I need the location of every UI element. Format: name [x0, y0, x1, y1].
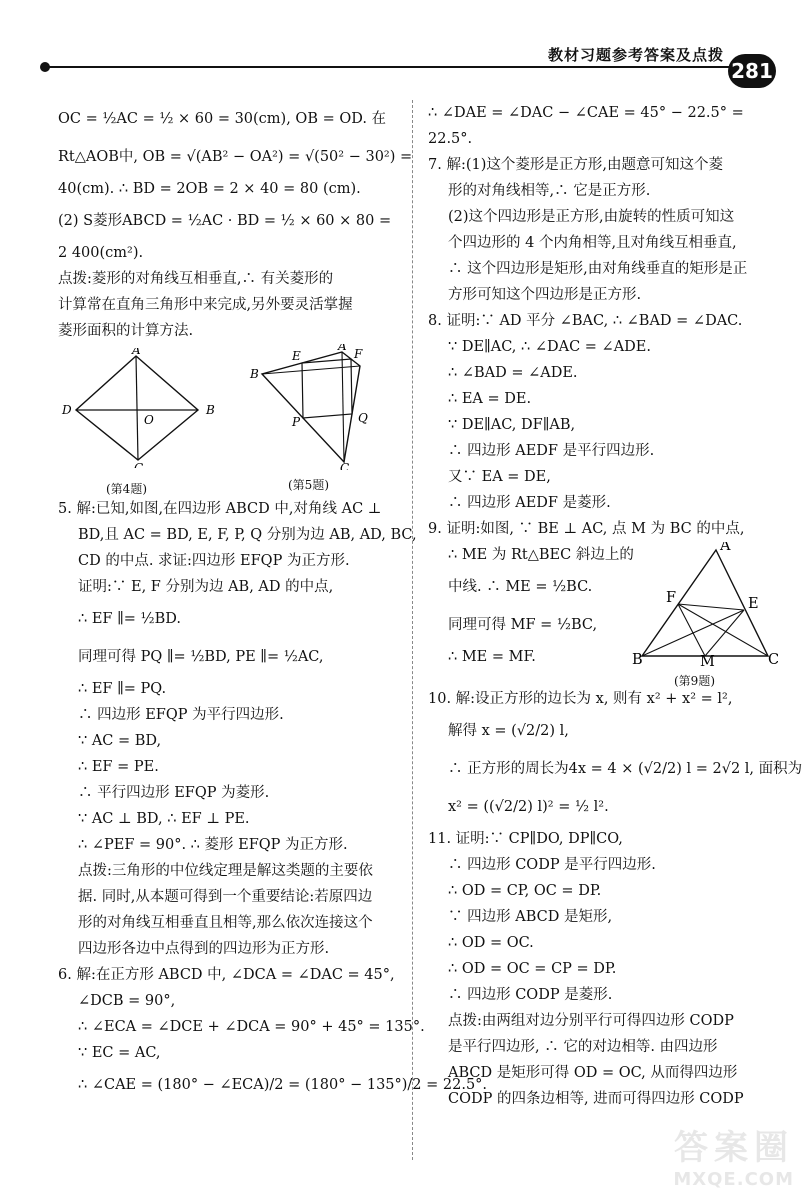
text-line: 中线. ∴ ME = ½BC. [448, 579, 593, 595]
figure-4-diagram [58, 348, 218, 468]
fig5-label-f: F [354, 347, 363, 361]
text-line: 点拨:三角形的中位线定理是解这类题的主要依 [78, 863, 373, 879]
text-line: (2) S菱形ABCD = ½AC · BD = ½ × 60 × 80 = [58, 213, 392, 229]
fig9-label-f: F [666, 590, 677, 606]
text-line: 证明:∵ E, F 分别为边 AB, AD 的中点, [78, 579, 334, 595]
fig9-label-e: E [748, 596, 759, 612]
figure-4 [58, 348, 218, 496]
text-line: 8. 证明:∵ AD 平分 ∠BAC, ∴ ∠BAD = ∠DAC. [428, 313, 743, 329]
fig4-label-d: D [62, 403, 72, 417]
text-line: ∴ 四边形 CODP 是平行四边形. [448, 857, 656, 873]
text-line: 40(cm). ∴ BD = 2OB = 2 × 40 = 80 (cm). [58, 181, 361, 197]
text-line: CD 的中点. 求证:四边形 EFQP 为正方形. [78, 553, 350, 569]
text-line: ∴ ME = MF. [448, 649, 536, 665]
text-line: ∵ DE∥AC, ∴ ∠DAC = ∠ADE. [448, 339, 651, 355]
text-line: ∴ ∠CAE = (180° − ∠ECA)/2 = (180° − 135°)/2 = 22.5°. [78, 1077, 488, 1093]
problem-9-block [428, 542, 778, 688]
column-divider [412, 100, 413, 1160]
text-line: ∵ DE∥AC, DF∥AB, [448, 417, 576, 433]
text-line: OC = ½AC = ½ × 60 = 30(cm), OB = OD. 在 [58, 111, 387, 127]
fig9-label-c: C [768, 652, 778, 666]
text-line: 6. 解:在正方形 ABCD 中, ∠DCA = ∠DAC = 45°, [58, 967, 395, 983]
text-line: 形的对角线相等,∴ 它是正方形. [448, 183, 651, 199]
watermark-line-2: MXQE.COM [673, 1169, 794, 1190]
fig9-label-m: M [700, 654, 715, 666]
text-line: ∴ 平行四边形 EFQP 为菱形. [78, 785, 270, 801]
figure-4-caption: (第4题) [106, 482, 147, 496]
text-line: ∴ OD = CP, OC = DP. [448, 883, 602, 899]
fig5-label-a: A [338, 344, 347, 353]
figure-5 [248, 344, 398, 492]
text-line: ∴ EF ∥= ½BD. [78, 611, 181, 627]
fig4-label-c: C [134, 461, 144, 468]
text-line: 5. 解:已知,如图,在四边形 ABCD 中,对角线 AC ⊥ [58, 501, 382, 517]
text-line: ∴ ∠ECA = ∠DCE + ∠DCA = 90° + 45° = 135°. [78, 1019, 425, 1035]
problem-9-text [448, 542, 658, 670]
figures-4-5 [58, 344, 400, 496]
text-line: ∵ AC = BD, [78, 733, 162, 749]
text-line: ∴ EF = PE. [78, 759, 159, 775]
text-line: 同理可得 PQ ∥= ½BD, PE ∥= ½AC, [78, 649, 324, 665]
text-line: 个四边形的 4 个内角相等,且对角线互相垂直, [448, 235, 737, 251]
text-line: 方形可知这个四边形是正方形. [448, 287, 642, 303]
text-line: 2 400(cm²). [58, 245, 144, 261]
fig5-label-p: P [292, 415, 301, 429]
figure-9-diagram [628, 542, 778, 666]
text-line: Rt△AOB中, OB = √(AB² − OA²) = √(50² − 30²) = [58, 149, 413, 165]
text-line: 22.5°. [428, 131, 473, 147]
fig5-label-c: C [340, 461, 350, 470]
text-line: (2)这个四边形是正方形,由旋转的性质可知这 [448, 209, 735, 225]
text-line: ∴ OD = OC. [448, 935, 534, 951]
text-line: 同理可得 MF = ½BC, [448, 617, 598, 633]
fig9-label-b: B [632, 652, 643, 666]
text-line: ∴ 四边形 CODP 是菱形. [448, 987, 613, 1003]
text-line: ∵ 四边形 ABCD 是矩形, [448, 909, 613, 925]
fig5-label-e: E [292, 349, 301, 363]
text-line: 是平行四边形, ∴ 它的对边相等. 由四边形 [448, 1039, 718, 1055]
text-line: 据. 同时,从本题可得到一个重要结论:若原四边 [78, 889, 373, 905]
text-line: ABCD 是矩形可得 OD = OC, 从而得四边形 [448, 1065, 738, 1081]
text-line: ∴ 正方形的周长为4x = 4 × (√2/2) l = 2√2 l, 面积为 [448, 761, 803, 777]
figure-9-caption: (第9题) [674, 674, 715, 688]
text-line: 7. 解:(1)这个菱形是正方形,由题意可知这个菱 [428, 157, 723, 173]
header-title: 教材习题参考答案及点拨 [547, 46, 724, 64]
fig4-label-a: A [132, 348, 141, 357]
text-line: 四边形各边中点得到的四边形为正方形. [78, 941, 330, 957]
fig5-label-b: B [250, 367, 259, 381]
text-line: ∴ 四边形 AEDF 是平行四边形. [448, 443, 655, 459]
right-column [428, 100, 803, 1112]
text-line: ∴ ∠BAD = ∠ADE. [448, 365, 578, 381]
fig4-label-o: O [144, 413, 154, 427]
text-line: 10. 解:设正方形的边长为 x, 则有 x² + x² = l², [428, 691, 733, 707]
page-number: 281 [728, 54, 776, 88]
text-line: ∴ ME 为 Rt△BEC 斜边上的 [448, 547, 634, 563]
header-rule [48, 66, 732, 68]
text-line: ∴ ∠PEF = 90°. ∴ 菱形 EFQP 为正方形. [78, 837, 348, 853]
fig5-label-q: Q [358, 411, 368, 425]
text-line: ∴ EA = DE. [448, 391, 532, 407]
text-line: ∵ EC = AC, [78, 1045, 161, 1061]
text-line: x² = ((√2/2) l)² = ½ l². [448, 799, 609, 815]
text-line: 形的对角线互相垂直且相等,那么依次连接这个 [78, 915, 373, 931]
figure-5-diagram [248, 344, 398, 470]
text-line: 菱形面积的计算方法. [58, 323, 194, 339]
page-header [0, 0, 812, 90]
watermark [594, 1120, 794, 1190]
text-line: 计算常在直角三角形中来完成,另外要灵活掌握 [58, 297, 353, 313]
figure-9 [628, 542, 778, 688]
text-line: 又∵ EA = DE, [448, 469, 551, 485]
text-line: 11. 证明:∵ CP∥DO, DP∥CO, [428, 831, 623, 847]
text-line: ∴ EF ∥= PQ. [78, 681, 167, 697]
text-line: ∴ OD = OC = CP = DP. [448, 961, 617, 977]
text-line: ∴ 这个四边形是矩形,由对角线垂直的矩形是正 [448, 261, 748, 277]
text-line: ∴ ∠DAE = ∠DAC − ∠CAE = 45° − 22.5° = [428, 105, 744, 121]
text-line: 点拨:由两组对边分别平行可得四边形 CODP [448, 1013, 734, 1029]
watermark-line-1: 答案圈 [674, 1128, 794, 1168]
text-line: ∵ AC ⊥ BD, ∴ EF ⊥ PE. [78, 811, 250, 827]
left-column [58, 100, 488, 1104]
fig9-label-a: A [720, 542, 731, 554]
text-line: 9. 证明:如图, ∵ BE ⊥ AC, 点 M 为 BC 的中点, [428, 521, 745, 537]
figure-5-caption: (第5题) [288, 478, 329, 492]
text-line: ∴ 四边形 EFQP 为平行四边形. [78, 707, 284, 723]
text-line: 点拨:菱形的对角线互相垂直,∴ 有关菱形的 [58, 271, 334, 287]
text-line: BD,且 AC = BD, E, F, P, Q 分别为边 AB, AD, BC, [78, 527, 417, 543]
fig4-label-b: B [206, 403, 215, 417]
text-line: ∠DCB = 90°, [78, 993, 176, 1009]
text-line: CODP 的四条边相等, 进而可得四边形 CODP [448, 1091, 744, 1107]
text-line: 解得 x = (√2/2) l, [448, 723, 569, 739]
text-line: ∴ 四边形 AEDF 是菱形. [448, 495, 611, 511]
